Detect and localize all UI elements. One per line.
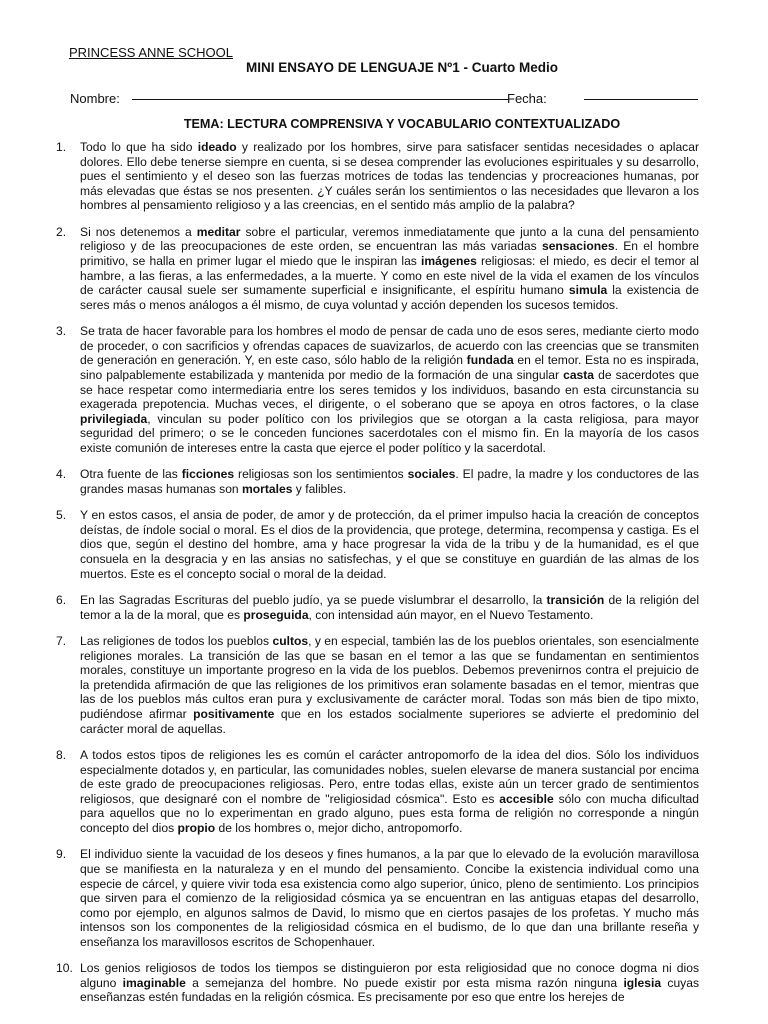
vocabulary-word: propio (177, 820, 216, 835)
item-number: 9. (56, 847, 67, 862)
text-run: y falibles. (292, 481, 347, 496)
vocabulary-word: transición (546, 593, 605, 608)
vocabulary-word: accesible (499, 791, 554, 806)
text-run: El individuo siente la vacuidad de los deseos y fines humanos, a la par que lo elevado de la evolución maravillosa que se manifiesta en la naturaleza y en el mundo del pensamiento. Concibe la existencia individual como una especie de cárcel, y quiere vivir toda esa existencia como algo superior, único, pleno de sentimiento. Los principios que sirven para el comienzo de la religiosidad cósmica ya se encuentran en las antiguas etapas del desarrollo, como por ejemplo, en algunos salmos de David, lo mismo que en ciertos pasajes de los profetas. Y mucho más intensos son los componentes de la religiosidad cósmica en el budismo, de lo que dan una brillante reseña y enseñanza los maravillosos escritos de Schopenhauer. (80, 847, 699, 949)
vocabulary-word: imágenes (421, 253, 477, 268)
text-run: A todos estos tipos de religiones les es común el carácter antropomorfo de la idea del dios. Sólo los individuos especialmente dotados y, en particular, las comunidades nobles, suelen elevarse de manera sustancial por encima de este grado de preocupaciones religiosas. Pero, entre todas ellas, existe aún un tercer grado de sentimientos religiosos, que designaré con el nombre de "religiosidad cósmica". Esto es (80, 747, 699, 806)
text-run: En las Sagradas Escrituras del pueblo judío, ya se puede vislumbrar el desarrollo, la (80, 593, 547, 608)
vocabulary-word: sociales (407, 467, 456, 482)
reading-items-list (56, 140, 699, 1017)
reading-item-5 (56, 508, 699, 581)
vocabulary-word: proseguida (243, 607, 309, 622)
item-text (80, 508, 699, 580)
text-run: Otra fuente de las (80, 467, 182, 482)
reading-item-3 (56, 324, 699, 455)
vocabulary-word: meditar (196, 224, 241, 239)
text-run: Y en estos casos, el ansia de poder, de amor y de protección, da el primer impulso hacia la creación de conceptos deístas, de índole social o moral. Es el dios de la providencia, que protege, determina, recompensa y castiga. Es el dios que, según el destino del hombre, ama y hace progresar la vida de la tribu y de la humanidad, es el que consuela en la desgracia y en las ansias no satisfechas, y el que se constituye en guardián de las almas de los muertos. Este es el concepto social o moral de la deidad. (80, 508, 699, 581)
nombre-label: Nombre: (70, 91, 120, 106)
item-number: 10. (56, 961, 73, 976)
item-number: 8. (56, 747, 67, 762)
item-text (80, 225, 699, 312)
item-number: 4. (56, 467, 67, 482)
item-text (80, 748, 699, 835)
item-text (80, 324, 699, 455)
nombre-field-line[interactable] (132, 99, 508, 100)
fecha-label: Fecha: (507, 91, 547, 106)
text-run: religiosas son los sentimientos (234, 467, 408, 482)
text-run: que en los estados socialmente superiores se advierte el predominio del carácter moral de aquellas. (80, 706, 699, 736)
item-text (80, 467, 699, 496)
reading-item-7 (56, 634, 699, 736)
text-run: la existencia de seres más o menos análogos a él mismo, de cuya voluntad y acción dependen los sucesos temidos. (80, 283, 699, 312)
text-run: . En el hombre primitivo, se halla en primer lugar el miedo que le inspiran las (80, 239, 699, 268)
item-number: 1. (56, 140, 67, 154)
reading-item-8 (56, 748, 699, 836)
item-text (80, 961, 699, 1004)
text-run: en el temor. Esta no es inspirada, sino palpablemente estabilizada y mantenida por medio de la formación de una singular (80, 353, 699, 382)
vocabulary-word: simula (568, 283, 608, 298)
text-run: , con intensidad aún mayor, en el Nuevo Testamento. (308, 607, 594, 622)
item-text (80, 140, 699, 212)
vocabulary-word: casta (563, 367, 595, 382)
item-number: 2. (56, 224, 67, 239)
item-text (80, 634, 699, 736)
reading-item-1 (56, 140, 699, 213)
reading-item-10 (56, 961, 699, 1005)
vocabulary-word: privilegiada (80, 411, 148, 426)
vocabulary-word: positivamente (193, 706, 275, 721)
text-run: Los genios religiosos de todos los tiempos se distinguieron por esta religiosidad que no conoce dogma ni dios alguno (80, 961, 699, 990)
vocabulary-word: ficciones (181, 467, 235, 482)
text-run: Todo lo que ha sido (80, 140, 198, 154)
text-run: religiosas: el miedo, es decir el temor al hambre, a las fieras, a las enfermedades, a la muerte. Y como en este nivel de la vida el examen de los vínculos de carácter causal suele ser sumamente superficial e insignificante, el espíritu humano (80, 253, 699, 298)
item-number: 6. (56, 593, 67, 608)
vocabulary-word: sensaciones (541, 239, 615, 254)
vocabulary-word: fundada (466, 353, 514, 368)
item-text (80, 593, 699, 622)
item-number: 3. (56, 324, 67, 339)
text-run: Si nos detenemos a (80, 224, 197, 239)
text-run: a semejanza del hombre. No puede existir por esta misma razón ninguna (185, 975, 624, 990)
exam-title: MINI ENSAYO DE LENGUAJE Nº1 - Cuarto Medio (246, 60, 558, 75)
vocabulary-word: mortales (242, 481, 293, 496)
text-run: y realizado por los hombres, sirve para satisfacer sentidas necesidades o aplacar dolores. Ello debe tenerse siempre en cuenta, si se desea comprender las evoluciones espirituales y su desarrollo, pues el sentimiento y el deseo son las fuerzas motrices de todas las tendencias y procreaciones humanas, por más elevadas que éstas se nos presenten. ¿Y cuáles serán los sentimientos o las necesidades que llevaron a los hombres al pensamiento religioso y a las creencias, en el sentido más amplio de la palabra? (80, 140, 699, 213)
tema-heading: TEMA: LECTURA COMPRENSIVA Y VOCABULARIO CONTEXTUALIZADO (183, 117, 621, 131)
reading-item-6 (56, 593, 699, 622)
reading-item-9 (56, 847, 699, 949)
item-text (80, 847, 699, 949)
text-run: . El padre, la madre y los conductores de las grandes masas humanas son (80, 467, 699, 496)
text-run: Se trata de hacer favorable para los hombres el modo de pensar de cada uno de esos seres, mediante cierto modo de proceder, o con sacrificios y ofrendas capaces de suavizarlos, de acuerdo con las creencias que se transmiten de generación en generación. Y, en este caso, sólo hablo de la religión (80, 324, 699, 368)
text-run: , y en especial, también las de los pueblos orientales, son esencialmente religiones morales. La transición de las que se basan en el temor a las que se fundamentan en sentimientos morales, constituye un importante progreso en la vida de los pueblos. Debemos prevenirnos contra el prejuicio de la pretendida afirmación de que las religiones de los primitivos eran solamente basadas en el temor, mientras que las de los pueblos más cultos eran pura y exclusivamente de carácter moral. Todas son más bien de tipo mixto, pudiéndose afirmar (80, 634, 699, 721)
vocabulary-word: iglesia (623, 975, 662, 990)
item-number: 5. (56, 508, 67, 523)
vocabulary-word: cultos (272, 634, 309, 648)
text-run: de sacerdotes que se hace respetar como intermediaria entre los seres temidos y los individuos, basando en esta circunstancia su exagerada prepotencia. Muchas veces, el dirigente, o el soberano que se apoya en otros factores, o la clase (80, 367, 700, 412)
reading-item-4 (56, 467, 699, 496)
text-run: Las religiones de todos los pueblos (80, 634, 273, 648)
text-run: de los hombres o, mejor dicho, antropomorfo. (215, 820, 463, 835)
text-run: sobre el particular, veremos inmediatamente que junto a la cuna del pensamiento religioso y de las preocupaciones de este orden, se encuentran las más variadas (80, 224, 699, 254)
school-name: PRINCESS ANNE SCHOOL (69, 45, 233, 60)
text-run: de la religión del temor a la de la moral, que es (80, 593, 700, 622)
vocabulary-word: imaginable (122, 975, 186, 990)
vocabulary-word: ideado (197, 140, 237, 154)
item-number: 7. (56, 634, 67, 648)
text-run: sólo con mucha dificultad para aquellos que no lo experimentan en grado alguno, pues esta forma de religión no corresponde a ningún concepto del dios (80, 791, 699, 835)
reading-item-2 (56, 225, 699, 313)
text-run: cuyas enseñanzas estén fundadas en la religión cósmica. Es precisamente por eso que entre los herejes de (80, 975, 699, 1005)
fecha-field-line[interactable] (584, 99, 698, 100)
text-run: , vinculan su poder político con los privilegios que se otorgan a la casta religiosa, para mayor seguridad del primero; o se le conceden funciones sacerdotales con el mismo fin. En la mayoría de los casos existe comunión de intereses entre la casta que ejerce el poder político y la sacerdotal. (80, 411, 699, 455)
